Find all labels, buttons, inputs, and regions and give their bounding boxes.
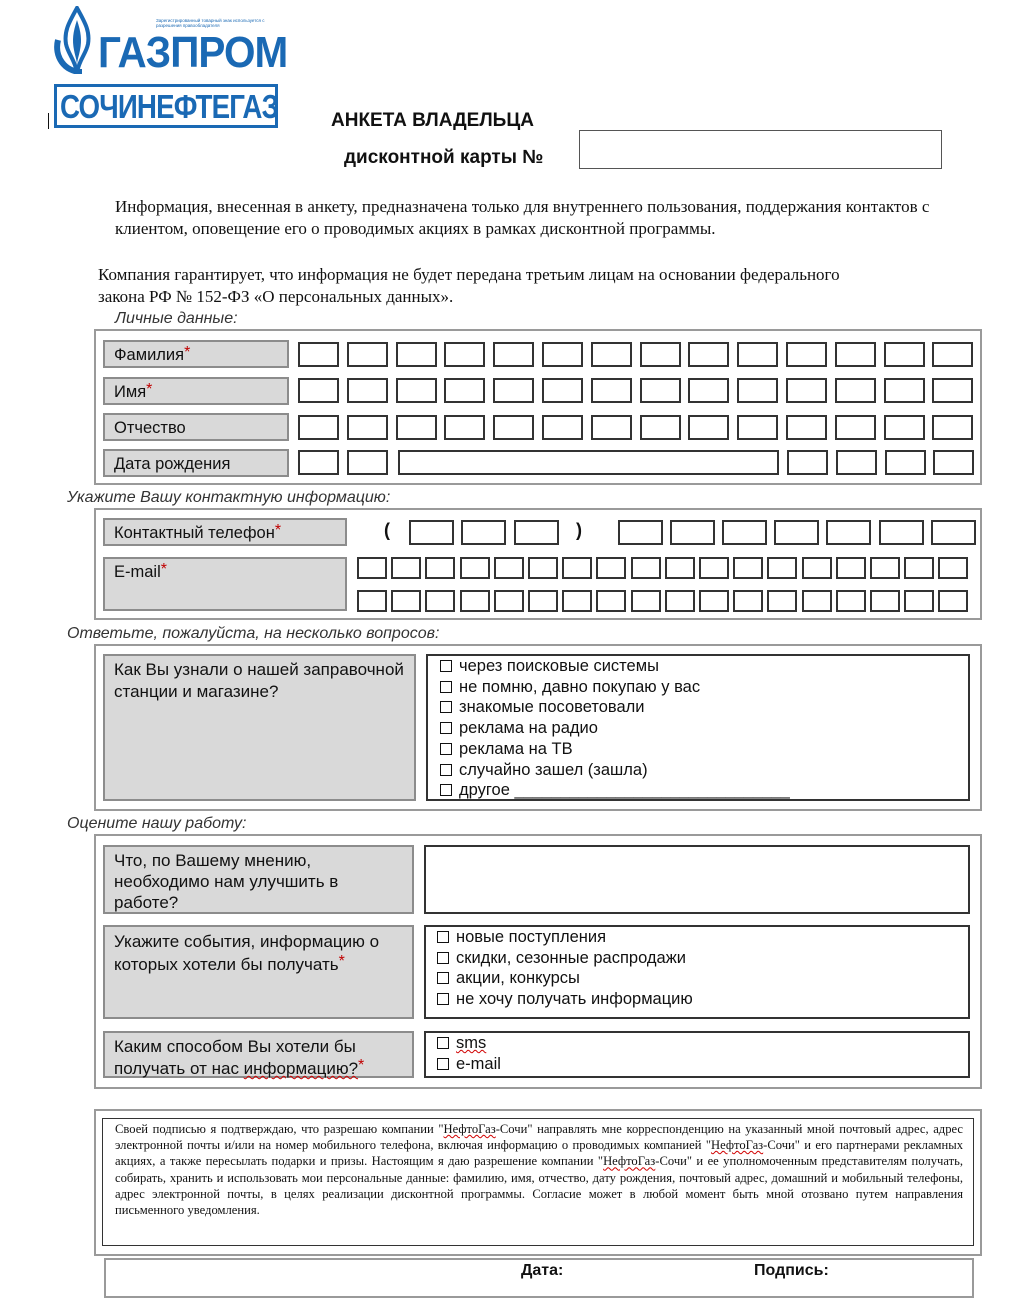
- text-cursor: [48, 113, 49, 129]
- intro-paragraph-1: Информация, внесенная в анкету, предназначена только для внутреннего пользования, поддержания контактов с клиентом, оповещение его о проводимых акциях в рамках дисконтной программы.: [115, 197, 930, 238]
- email-char-cell[interactable]: [870, 557, 900, 579]
- email-char-cell[interactable]: [528, 590, 558, 612]
- patronymic-cell[interactable]: [737, 415, 778, 440]
- option-label: акции, конкурсы: [456, 969, 580, 988]
- first-name-cell[interactable]: [737, 378, 778, 403]
- events-question: [103, 925, 414, 1019]
- source-option[interactable]: [440, 697, 790, 718]
- patronymic-cell[interactable]: [884, 415, 925, 440]
- option-label: знакомые посоветовали: [459, 698, 645, 717]
- last-name-cell[interactable]: [542, 342, 583, 367]
- email-char-cell[interactable]: [528, 557, 558, 579]
- gazprom-wordmark: ГАЗПРОМ: [98, 28, 288, 77]
- events-question-text: Укажите события, информацию о которых хотели бы получать: [114, 932, 380, 974]
- checkbox-icon[interactable]: [440, 660, 452, 672]
- option-label: sms: [456, 1034, 487, 1052]
- checkbox-icon[interactable]: [437, 952, 449, 964]
- patronymic-label: [103, 413, 289, 441]
- email-char-cell[interactable]: [699, 590, 729, 612]
- signature-label: Подпись:: [754, 1262, 829, 1279]
- email-char-cell[interactable]: [665, 557, 695, 579]
- channel-option[interactable]: [437, 1033, 501, 1054]
- gazprom-flame-icon: [52, 6, 102, 74]
- email-char-cell[interactable]: [562, 590, 592, 612]
- option-label: e-mail: [456, 1054, 501, 1073]
- last-name-cell[interactable]: [640, 342, 681, 367]
- email-char-cell[interactable]: [733, 590, 763, 612]
- company-name: НефтоГаз: [710, 1138, 764, 1153]
- patronymic-cell[interactable]: [688, 415, 729, 440]
- last-name-cell[interactable]: [493, 342, 534, 367]
- email-char-cell[interactable]: [460, 590, 490, 612]
- improve-question: Что, по Вашему мнению, необходимо нам улучшить в работе?: [103, 845, 414, 914]
- option-label: не помню, давно покупаю у вас: [459, 677, 701, 696]
- checkbox-icon[interactable]: [440, 681, 452, 693]
- email-char-cell[interactable]: [357, 557, 387, 579]
- birth-date-cell[interactable]: [933, 450, 974, 475]
- patronymic-cell[interactable]: [591, 415, 632, 440]
- email-char-cell[interactable]: [494, 557, 524, 579]
- channel-question-text-1: Каким способом Вы хотели бы получать от нас: [114, 1037, 356, 1078]
- checkbox-icon[interactable]: [437, 972, 449, 984]
- email-char-cell[interactable]: [425, 557, 455, 579]
- email-label: [103, 557, 347, 611]
- last-name-cell[interactable]: [347, 342, 388, 367]
- last-name-text: Фамилия: [114, 346, 185, 364]
- email-char-cell[interactable]: [631, 557, 661, 579]
- first-name-cell[interactable]: [493, 378, 534, 403]
- source-options-list: [440, 656, 790, 801]
- source-question: Как Вы узнали о нашей заправочной станции и магазине?: [103, 654, 416, 801]
- improve-answer-field[interactable]: [424, 845, 970, 914]
- first-name-cell[interactable]: [591, 378, 632, 403]
- option-label: новые поступления: [456, 928, 607, 946]
- email-char-cell[interactable]: [425, 590, 455, 612]
- email-char-cell[interactable]: [391, 590, 421, 612]
- intro-paragraph-2: Компания гарантирует, что информация не будет передана третьим лицам на основании федерального закона РФ № 152-ФЗ «О персональных данных».: [98, 265, 840, 306]
- last-name-cell[interactable]: [786, 342, 827, 367]
- last-name-cell[interactable]: [298, 342, 339, 367]
- email-char-cell[interactable]: [904, 557, 934, 579]
- checkbox-icon[interactable]: [437, 1037, 449, 1049]
- first-name-cell[interactable]: [835, 378, 876, 403]
- email-char-cell[interactable]: [562, 557, 592, 579]
- required-mark: *: [338, 953, 345, 970]
- channel-options-list: [437, 1033, 501, 1074]
- email-text: E-mail: [114, 563, 161, 581]
- email-char-cell[interactable]: [802, 557, 832, 579]
- consent-text-3: -Сочи" и его партнерами рекламных акциях, а также пересылать подарки и призы. Настоящим я даю разрешение компании ": [115, 1138, 963, 1169]
- checkbox-icon[interactable]: [437, 1058, 449, 1070]
- patronymic-cell[interactable]: [493, 415, 534, 440]
- email-char-cell[interactable]: [631, 590, 661, 612]
- phone-code-cell[interactable]: [461, 520, 506, 545]
- channel-question-text-2: информацию?: [243, 1059, 359, 1078]
- email-char-cell[interactable]: [938, 590, 968, 612]
- patronymic-cell[interactable]: [835, 415, 876, 440]
- first-name-cell[interactable]: [932, 378, 973, 403]
- required-mark: *: [184, 344, 191, 361]
- patronymic-cell[interactable]: [932, 415, 973, 440]
- patronymic-cell[interactable]: [396, 415, 437, 440]
- birth-date-cell[interactable]: [787, 450, 828, 475]
- phone-number-cell[interactable]: [774, 520, 819, 545]
- email-char-cell[interactable]: [494, 590, 524, 612]
- first-name-cell[interactable]: [347, 378, 388, 403]
- phone-code-cell[interactable]: [514, 520, 559, 545]
- required-mark: *: [160, 561, 167, 578]
- checkbox-icon[interactable]: [437, 993, 449, 1005]
- phone-number-cell[interactable]: [618, 520, 663, 545]
- consent-text-2: -Сочи" направлять мне корреспонденцию на указанный мной почтовый адрес, адрес электронной почты и/или на номер мобильного телефона, включая информацию о проводимых компанией ": [115, 1122, 963, 1153]
- email-char-cell[interactable]: [733, 557, 763, 579]
- events-option[interactable]: [437, 927, 693, 948]
- email-char-cell[interactable]: [596, 557, 626, 579]
- last-name-label: [103, 340, 289, 368]
- option-label: скидки, сезонные распродажи: [456, 948, 686, 967]
- checkbox-icon[interactable]: [440, 743, 452, 755]
- contact-section-label: Укажите Вашу контактную информацию:: [67, 489, 391, 506]
- birth-month-cell[interactable]: [347, 450, 388, 475]
- last-name-cell[interactable]: [835, 342, 876, 367]
- patronymic-cell[interactable]: [298, 415, 339, 440]
- phone-label: [103, 518, 347, 546]
- channel-option[interactable]: [437, 1054, 501, 1075]
- events-option[interactable]: [437, 968, 693, 989]
- source-option[interactable]: [440, 760, 790, 781]
- checkbox-icon[interactable]: [440, 764, 452, 776]
- checkbox-icon[interactable]: [440, 722, 452, 734]
- phone-number-cell[interactable]: [826, 520, 871, 545]
- birth-day-cell[interactable]: [298, 450, 339, 475]
- email-char-cell[interactable]: [460, 557, 490, 579]
- gazprom-logo: [52, 6, 288, 128]
- first-name-cell[interactable]: [884, 378, 925, 403]
- consent-text: [115, 1121, 963, 1218]
- birth-date-label: [103, 449, 289, 477]
- email-char-cell[interactable]: [699, 557, 729, 579]
- last-name-cell[interactable]: [591, 342, 632, 367]
- birth-year-field[interactable]: [398, 450, 779, 475]
- birth-date-cell[interactable]: [885, 450, 926, 475]
- required-mark: *: [274, 522, 282, 539]
- source-option[interactable]: [440, 656, 790, 677]
- channel-question: [103, 1031, 414, 1078]
- patronymic-cell[interactable]: [640, 415, 681, 440]
- email-char-cell[interactable]: [904, 590, 934, 612]
- option-label: не хочу получать информацию: [456, 990, 693, 1009]
- email-char-cell[interactable]: [767, 590, 797, 612]
- checkbox-icon[interactable]: [440, 701, 452, 713]
- birth-date-cell[interactable]: [836, 450, 877, 475]
- last-name-cell[interactable]: [444, 342, 485, 367]
- company-name: НефтоГаз: [603, 1154, 656, 1169]
- consent-text-1: Своей подписью я подтверждаю, что разрешаю компании ": [115, 1122, 444, 1136]
- phone-paren-close: ): [576, 520, 582, 540]
- company-name: НефтоГаз: [443, 1122, 496, 1136]
- first-name-cell[interactable]: [298, 378, 339, 403]
- phone-number-cell[interactable]: [722, 520, 767, 545]
- option-label: реклама на ТВ: [459, 739, 573, 758]
- last-name-cell[interactable]: [688, 342, 729, 367]
- personal-section-label: Личные данные:: [115, 310, 238, 327]
- last-name-cell[interactable]: [932, 342, 973, 367]
- email-char-cell[interactable]: [767, 557, 797, 579]
- required-mark: *: [146, 381, 153, 398]
- email-char-cell[interactable]: [391, 557, 421, 579]
- subsidiary-plate: [54, 84, 278, 128]
- logo-fine-print: Зарегистрированный товарный знак используется с разрешения правообладателя: [156, 18, 265, 28]
- phone-text: Контактный телефон: [114, 524, 275, 542]
- rating-section-label: Оцените нашу работу:: [67, 815, 247, 832]
- email-char-cell[interactable]: [665, 590, 695, 612]
- questions-section-label: Ответьте, пожалуйста, на несколько вопросов:: [67, 625, 440, 642]
- events-options-list: [437, 927, 693, 1010]
- phone-number-cell[interactable]: [879, 520, 924, 545]
- first-name-cell[interactable]: [786, 378, 827, 403]
- checkbox-icon[interactable]: [440, 784, 452, 796]
- last-name-cell[interactable]: [884, 342, 925, 367]
- first-name-text: Имя: [114, 383, 147, 401]
- first-name-cell[interactable]: [688, 378, 729, 403]
- option-label: другое ______________________________: [459, 781, 790, 800]
- first-name-cell[interactable]: [640, 378, 681, 403]
- birth-date-text: Дата рождения: [114, 455, 231, 473]
- events-option[interactable]: [437, 948, 693, 969]
- email-char-cell[interactable]: [596, 590, 626, 612]
- phone-code-cell[interactable]: [409, 520, 454, 545]
- first-name-cell[interactable]: [542, 378, 583, 403]
- patronymic-cell[interactable]: [542, 415, 583, 440]
- phone-number-cell[interactable]: [670, 520, 715, 545]
- required-mark: *: [358, 1057, 365, 1074]
- last-name-cell[interactable]: [396, 342, 437, 367]
- email-char-cell[interactable]: [802, 590, 832, 612]
- option-label: случайно зашел (зашла): [459, 760, 648, 779]
- last-name-cell[interactable]: [737, 342, 778, 367]
- email-char-cell[interactable]: [870, 590, 900, 612]
- patronymic-cell[interactable]: [347, 415, 388, 440]
- consent-text-4: -Сочи" и ее уполномоченным представителям получать, собирать, хранить и использовать мои персональные данные: фамилию, имя, отчество, дату рождения, почтовый адрес, домашний и мобильный телефоны, адрес электронной почты, в целях реализации дисконтной программы. Согласие может в любой момент быть мной отозвано путем направления письменного уведомления.: [115, 1154, 963, 1218]
- phone-number-cell[interactable]: [931, 520, 976, 545]
- source-option[interactable]: [440, 677, 790, 698]
- events-option[interactable]: [437, 989, 693, 1010]
- patronymic-cell[interactable]: [444, 415, 485, 440]
- patronymic-text: Отчество: [114, 419, 186, 437]
- first-name-label: [103, 377, 289, 405]
- first-name-cell[interactable]: [396, 378, 437, 403]
- source-option[interactable]: [440, 718, 790, 739]
- subsidiary-name: СОЧИНЕФТЕГАЗ: [60, 88, 279, 125]
- option-label: через поисковые системы: [459, 657, 659, 675]
- form-title: АНКЕТА ВЛАДЕЛЬЦА: [331, 110, 534, 131]
- email-char-cell[interactable]: [357, 590, 387, 612]
- channel-options-box: [424, 1031, 970, 1078]
- card-number-label: дисконтной карты №: [344, 147, 544, 168]
- email-char-cell[interactable]: [836, 557, 866, 579]
- card-number-field[interactable]: [579, 130, 942, 169]
- source-option[interactable]: [440, 739, 790, 760]
- email-char-cell[interactable]: [836, 590, 866, 612]
- date-label: Дата:: [521, 1262, 564, 1279]
- option-label: реклама на радио: [459, 719, 598, 738]
- patronymic-cell[interactable]: [786, 415, 827, 440]
- first-name-cell[interactable]: [444, 378, 485, 403]
- checkbox-icon[interactable]: [437, 931, 449, 943]
- email-char-cell[interactable]: [938, 557, 968, 579]
- phone-paren-open: (: [384, 520, 390, 540]
- source-option[interactable]: [440, 780, 790, 801]
